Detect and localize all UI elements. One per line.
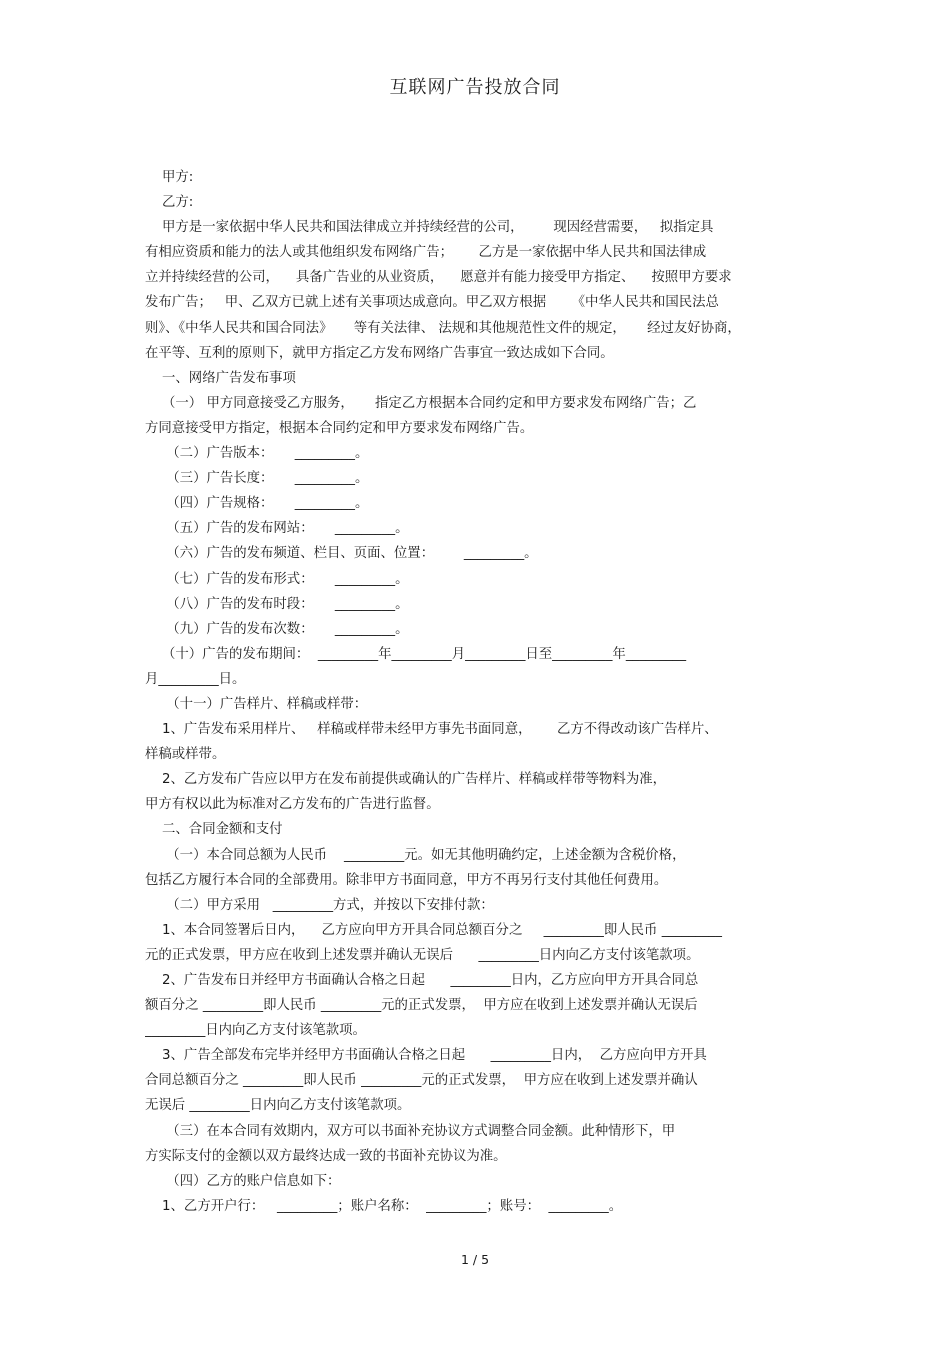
body-line: 一、网络广告发布事项 (145, 370, 296, 386)
body-line: （五）广告的发布网站： _________。 (145, 521, 409, 537)
body-line: 2、广告发布日并经甲方书面确认合格之日起 _________日内，乙方应向甲方开具合同总 (145, 973, 699, 988)
body-line: （二）甲方采用 _________方式，并按以下安排付款： (145, 897, 494, 913)
body-line: 二、合同金额和支付 (145, 822, 283, 838)
body-line: 有相应资质和能力的法人或其他组织发布网络广告； 乙方是一家依据中华人民共和国法律成 (145, 245, 707, 261)
body-line: 甲方有权以此为标准对乙方发布的广告进行监督。 (145, 797, 440, 813)
body-line: 3、广告全部发布完毕并经甲方书面确认合格之日起 _________日内， 乙方应向甲方开具 (145, 1048, 707, 1064)
body-line: （四）乙方的账户信息如下： (145, 1173, 341, 1189)
body-line: （十）广告的发布期间： _________年_________月_________日至_________年_________ (145, 646, 687, 662)
body-line: 元的正式发票，甲方应在收到上述发票并确认无误后 _________日内向乙方支付该笔款项。 (145, 947, 700, 963)
document-title: 互联网广告投放合同 (389, 77, 561, 98)
body-line: _________日内向乙方支付该笔款项。 (145, 1023, 366, 1039)
body-line: 月_________日。 (145, 671, 246, 687)
body-line: （八）广告的发布时段： _________。 (145, 596, 409, 612)
body-line: （三）广告长度： _________。 (145, 471, 369, 487)
body-line: （一） 甲方同意接受乙方服务， 指定乙方根据本合同约定和甲方要求发布网络广告；乙 (145, 395, 697, 411)
body-line: 方同意接受甲方指定，根据本合同约定和甲方要求发布网络广告。 (145, 420, 534, 436)
body-line: 在平等、互利的原则下，就甲方指定乙方发布网络广告事宜一致达成如下合同。 (145, 345, 614, 361)
body-line: （十一）广告样片、样稿或样带： (145, 696, 368, 712)
body-line: 方实际支付的金额以双方最终达成一致的书面补充协议为准。 (145, 1148, 507, 1164)
body-line: （二）广告版本： _________。 (145, 446, 369, 462)
body-line: （四）广告规格： _________。 (145, 496, 369, 512)
body-line: 包括乙方履行本合同的全部费用。除非甲方书面同意，甲方不再另行支付其他任何费用。 (145, 872, 668, 888)
body-line: 立并持续经营的公司， 具备广告业的从业资质， 愿意并有能力接受甲方指定、 按照甲方要求 (145, 270, 732, 286)
body-line: （一）本合同总额为人民币 _________元。如无其他明确约定，上述金额为含税价格， (145, 847, 686, 863)
body-line: 发布广告； 甲、乙双方已就上述有关事项达成意向。甲乙双方根据 《中华人民共和国民法总 (145, 295, 719, 311)
document-body (145, 165, 810, 1219)
body-line: 1、乙方开户行： _________；账户名称： _________；账号： _________。 (145, 1198, 623, 1214)
body-line: （九）广告的发布次数： _________。 (145, 621, 409, 637)
body-line: 额百分之 _________即人民币 _________元的正式发票， 甲方应在收到上述发票并确认无误后 (145, 998, 698, 1014)
body-line: 1、本合同签署后日内， 乙方应向甲方开具合同总额百分之 _________即人民币 _________ (145, 922, 722, 938)
body-line: （六）广告的发布频道、栏目、页面、位置： _________。 (145, 546, 538, 562)
body-line: 合同总额百分之 _________即人民币 _________元的正式发票， 甲方应在收到上述发票并确认 (145, 1073, 698, 1089)
body-line: 样稿或样带。 (145, 747, 226, 763)
body-line: 则》、《中华人民共和国合同法》 等有关法律、 法规和其他规范性文件的规定， 经过友好协商， (145, 320, 741, 336)
body-line: 1、广告发布采用样片、 样稿或样带未经甲方事先书面同意， 乙方不得改动该广告样片、 (145, 722, 718, 738)
page-number: 1 / 5 (460, 1252, 490, 1267)
body-line: 甲方是一家依据中华人民共和国法律成立并持续经营的公司， 现因经营需要， 拟指定具 (145, 220, 714, 236)
body-line: 乙方: (145, 195, 194, 211)
body-line: （七）广告的发布形式： _________。 (145, 571, 409, 587)
body-line: 甲方: (145, 170, 194, 185)
body-line: 2、乙方发布广告应以甲方在发布前提供或确认的广告样片、样稿或样带等物料为准， (145, 772, 666, 788)
body-line: （三）在本合同有效期内，双方可以书面补充协议方式调整合同金额。此种情形下，甲 (145, 1123, 676, 1139)
body-line: 无误后 _________日内向乙方支付该笔款项。 (145, 1098, 411, 1114)
